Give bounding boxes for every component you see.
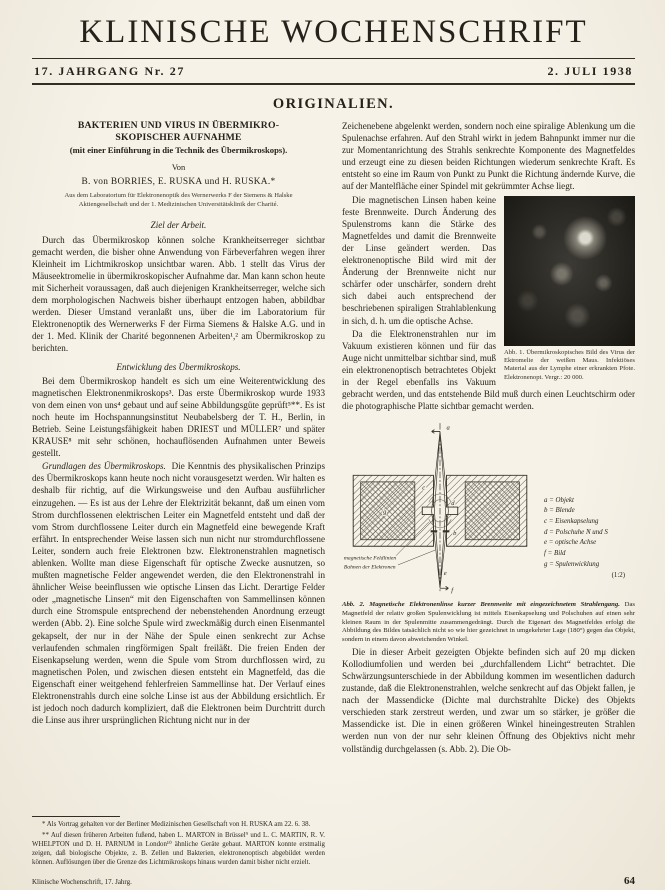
masthead-rule-bottom [32, 83, 635, 85]
legend-item-b: b = Blende [544, 507, 575, 515]
figure2 [342, 419, 635, 597]
article-authors: B. von BORRIES, E. RUSKA und H. RUSKA.* [81, 176, 276, 187]
article-columns [32, 120, 635, 868]
left-column [32, 120, 325, 868]
issue-date-label: 2. JULI 1938 [547, 64, 633, 78]
lenses-paragraph: Die magnetischen Linsen haben keine feste Brennweite. Durch Änderung des Spulenstroms kann die Stärke des Magnetfeldes und damit die Brennweite der Linse geändert werden. Das elektronenoptische Bild wird mit der Änderung der Brennweite nicht nur schärfer oder unschärfer, sondern dreht sich dabei auch entsprechend der beschriebenen spiraligen Strahlablenkung in sich, d. h. um die optische Achse. [342, 194, 496, 326]
micrograph-image [504, 196, 635, 346]
affiliation-line1: Aus dem Laboratorium für Elektronenoptik des Wernerwerks F der Siemens & Halske [64, 192, 293, 200]
article-subtitle: (mit einer Einführung in die Technik des Übermikroskops). [69, 145, 288, 156]
section1-heading: Ziel der Arbeit. [150, 220, 207, 231]
article-title [32, 120, 325, 144]
page-footer [32, 875, 635, 887]
footnote-1: * Als Vortrag gehalten vor der Berliner Medizinischen Gesellschaft von H. RUSKA am 22. 6. 38. [42, 821, 311, 829]
article-header [32, 120, 325, 211]
continuation-paragraph: Zeichenebene abgelenkt werden, sondern noch eine spiralige Ablenkung um die Spulenachse erfahren. Auf den Strahl wirkt in jedem Bahnpunkt immer nur die zur Momentanrichtung des Strahls senkrechte Komponente des Magnetfeldes und erzeugt eine zu diesen beiden Richtungen wiederum senkrechte Kraft. Es entsteht so eine im Raum von Punkt zu Punkt die Richtung ändernde Kurve, die auf der Mantelfläche einer Spindel mit gekrümmter Achse liegt. [342, 121, 635, 192]
footnote-2: ** Auf diesen früheren Arbeiten fußend, haben L. MARTON in Brüssel⁹ und L. C. MARTIN, R. V. WHELPTON und D. H. PARNUM in London¹⁰ ähnliche Geräte gebaut. MARTON konnte erstmalig zeigen, daß biologische Objekte, z. B. Zellen und Bakterien, elektronenoptisch abgebildet werden können. Auflösungen über die Grenze des Lichtmikroskops hinaus wurden damit bisher nicht erzielt. [32, 831, 325, 866]
diagram-label-d: d [451, 500, 455, 508]
figure2-scale-note: (1:2) [611, 571, 625, 579]
coil-winding-left [361, 482, 415, 540]
vacuum-paragraph: Da die Elektronenstrahlen nur im Vakuum existieren können und für das Auge nicht unmittelbar sichtbar sind, muß ein elektronenoptisch betrachtetes Objekt in der Regel ebenfalls ins Vakuum gebracht werden, und das entstehende Bild muß durch einen Leuchtschirm oder die photographische Platte sichtbar gemacht werden. [342, 328, 635, 412]
diagram-label-e: e [443, 570, 447, 578]
section3-paragraph [32, 460, 325, 726]
footnote-rule [32, 816, 120, 817]
coil-winding-right [465, 482, 519, 540]
diagram-label-c: c [422, 484, 426, 492]
page-number: 64 [624, 875, 635, 887]
legend-item-e: e = optische Achse [544, 539, 597, 547]
figure2-caption-lead: Abb. 2. Magnetische Elektronenlinse kurzer Brennweite mit eingezeichnetem Strahlengang. [342, 601, 620, 609]
section2-heading: Entwicklung des Übermikroskops. [116, 361, 241, 372]
section3-heading: Grundlagen des Übermikroskops. [42, 461, 166, 472]
footnote-block [32, 811, 325, 868]
volume-issue-label: 17. JAHRGANG Nr. 27 [34, 64, 185, 78]
figure2-caption-rest: Das Magnetfeld der relativ großen Spulenwicklung ist mittels Eisenkapselung und Polschuhen auf einen sehr kleinen Raum in der Spulenmitte zusammengedrängt. Durch die Eigenart des Magnetfeldes erfolgt die Abbildung des Bildes tatsächlich nicht so wie hier gezeichnet in umgekehrter Lage (180°) gegen das Objekt, sondern in einem davon abweichenden Winkel. [342, 601, 635, 644]
field-lines-text-label: magnetische Feldlinien [343, 555, 397, 562]
byline-intro: Von [171, 162, 186, 172]
section1-paragraph: Durch das Übermikroskop können solche Krankheitserreger sichtbar gemacht werden, die bisher ohne Anwendung von Färbeverfahren wegen ihrer Kleinheit im Lichtmikroskop unsichtbar waren. Abb. 1 stellt das Virus der Mäuseektromelie in übermikroskopischer Aufnahme dar. Man kann schon heute mit Sicherheit voraussagen, daß auch diejenigen Krankheitserreger, welche sich dem morphologischen Nachweis bisher überhaupt entzogen haben, abbildbar werden. Dieser Umstand veranlaßt uns, über die im Laboratorium für Elektronenoptik des Wernerwerks F der Firma Siemens & Halske A.G. und in der 1. Med. Klinik der Charité begonnenen Arbeiten¹,² am Übermikroskop zu berichten. [32, 234, 325, 354]
footer-journal-label: Klinische Wochenschrift, 17. Jahrg. [32, 878, 132, 886]
volume-line [32, 59, 635, 83]
legend-item-d: d = Polschuhe N und S [544, 528, 608, 536]
electron-paths-leader [398, 550, 435, 565]
legend-item-c: c = Eisenkapselung [544, 518, 599, 526]
article-affiliation [32, 192, 325, 209]
electron-paths-text-label: Bahnen der Elektronen [343, 564, 396, 571]
legend-item-a: a = Objekt [544, 496, 574, 504]
affiliation-line2: Aktiengesellschaft und der 1. Medizinischen Universitätsklinik der Charité. [78, 200, 279, 208]
section2-paragraph: Bei dem Übermikroskop handelt es sich um eine Weiterentwicklung des magnetischen Elektronenmikroskops³. Das erste Übermikroskop wurde 1933 von dem einen von uns⁴ gebaut und auf seine Abbildungsgüte geprüft⁵**. Es ist noch heute im Hochspannungsinstitut Neubabelsberg der T. H., Berlin, in Betrieb. Seine Leistungsfähigkeit haben DRIEST und MÜLLER⁷ und später KRAUSE⁸ mit sehr schönen, hochauflösenden Aufnahmen unter Beweis gestellt. [32, 375, 325, 459]
right-column [342, 120, 635, 868]
diagram-label-a: a [446, 424, 450, 432]
section3-text: Die Kenntnis des physikalischen Prinzips des Übermikroskops kann heute noch nicht vorausgesetzt werden. Wir halten es deshalb für richtig, auf die Wirkungsweise und den Aufbau ausführlicher einzugehen. — Es ist aus der Lehre der Elektrizität bekannt, daß um einen vom Strom durchflossenen elektrischen Leiter ein Magnetfeld entsteht und daß der vom Strom durchflossene Leiter durch ein Magnetfeld eine bewegende Kraft erfährt. In entsprechender Weise lassen sich nun nicht nur stromdurchflossene Leiter, sondern auch freie Elektronen bzw. Elektronenstrahlen magnetisch ablenken. Wollte man diese Eigenschaft für optische Zwecke ausnutzen, so mußten magnetische Felder angewendet werden, die den Elektronenstrahl in ähnlicher Weise beeinflussen wie optische Linsen das Licht. Derartige Felder oder „magnetische Linsen“ mit den Eigenschaften von Sammellinsen können durch eine Stromspule entsprechend der nebenstehenden Anordnung erzeugt werden (Abb. 2). Eine solche Spule wird zweckmäßig durch einen Eisenmantel gekapselt, der nur in der Nähe der Spule einen senkrecht zur Achse verlaufenden schmalen ringförmigen Spalt freiläßt. Die freien Enden der Eisenkapselung werden, wenn die Spule vom Strom durchflossen wird, zu magnetischen Polen, und zwischen diesen entsteht ein Magnetfeld, das die Eigenschaft einer weitgehend fehlerfreien Sammellinse hat. Der Verlauf eines Elektronenstrahls durch eine solche Linse ist aus der Abbildung ersichtlich. Er ist jedoch noch dadurch kompliziert, daß die Elektronen beim Durchtritt durch die Linse aus ihrer ursprünglichen Richtung nicht nur in der [32, 461, 325, 726]
object-marker [432, 430, 440, 434]
figure1 [504, 196, 635, 383]
figure2-caption [342, 601, 635, 645]
diagram-label-b: b [453, 530, 457, 538]
objects-paragraph: Die in dieser Arbeit gezeigten Objekte befinden sich auf 20 mμ dicken Kollodiumfolien und werden bei „durchfallendem Licht“ betrachtet. Die Schwärzungsunterschiede in der Abbildung kommen im wesentlichen dadurch zustande, daß die Elektronenstrahlen, welche senkrecht auf das Objekt fallen, je nach der Massendicke (Dichte mal durchstrahlte Dicke) des Objekts verschieden stark zerstreut werden, und zwar um so stärker, je größer die Massendicke ist. Die in einen größeren Winkel hineingestreuten Strahlen werden nun von der nur sehr kleinen Öffnung des Objektivs nicht mehr vollständig durchgelassen (s. Abb. 2). Die Ob- [342, 646, 635, 754]
article-title-line1: BAKTERIEN UND VIRUS IN ÜBERMIKRO- [77, 120, 280, 131]
section-heading: ORIGINALIEN. [272, 96, 395, 112]
lens-diagram [342, 419, 538, 597]
legend-item-g: g = Spulenwicklung [544, 560, 600, 568]
masthead [32, 14, 635, 85]
legend-item-f: f = Bild [544, 550, 566, 558]
diagram-label-f: f [451, 587, 454, 595]
figure1-caption: Abb. 1. Übermikroskopisches Bild des Virus der Ektromelie der weißen Maus. Infektiöses Material aus der Lymphe einer erkrankten Pfote. Elektronenopt. Vergr.: 20 000. [504, 348, 635, 381]
article-title-line2: SKOPISCHER AUFNAHME [115, 132, 242, 144]
figure2-legend [544, 496, 635, 598]
journal-title: KLINISCHE WOCHENSCHRIFT [79, 14, 588, 50]
image-marker [440, 587, 448, 591]
diagram-label-g: g [383, 508, 387, 516]
